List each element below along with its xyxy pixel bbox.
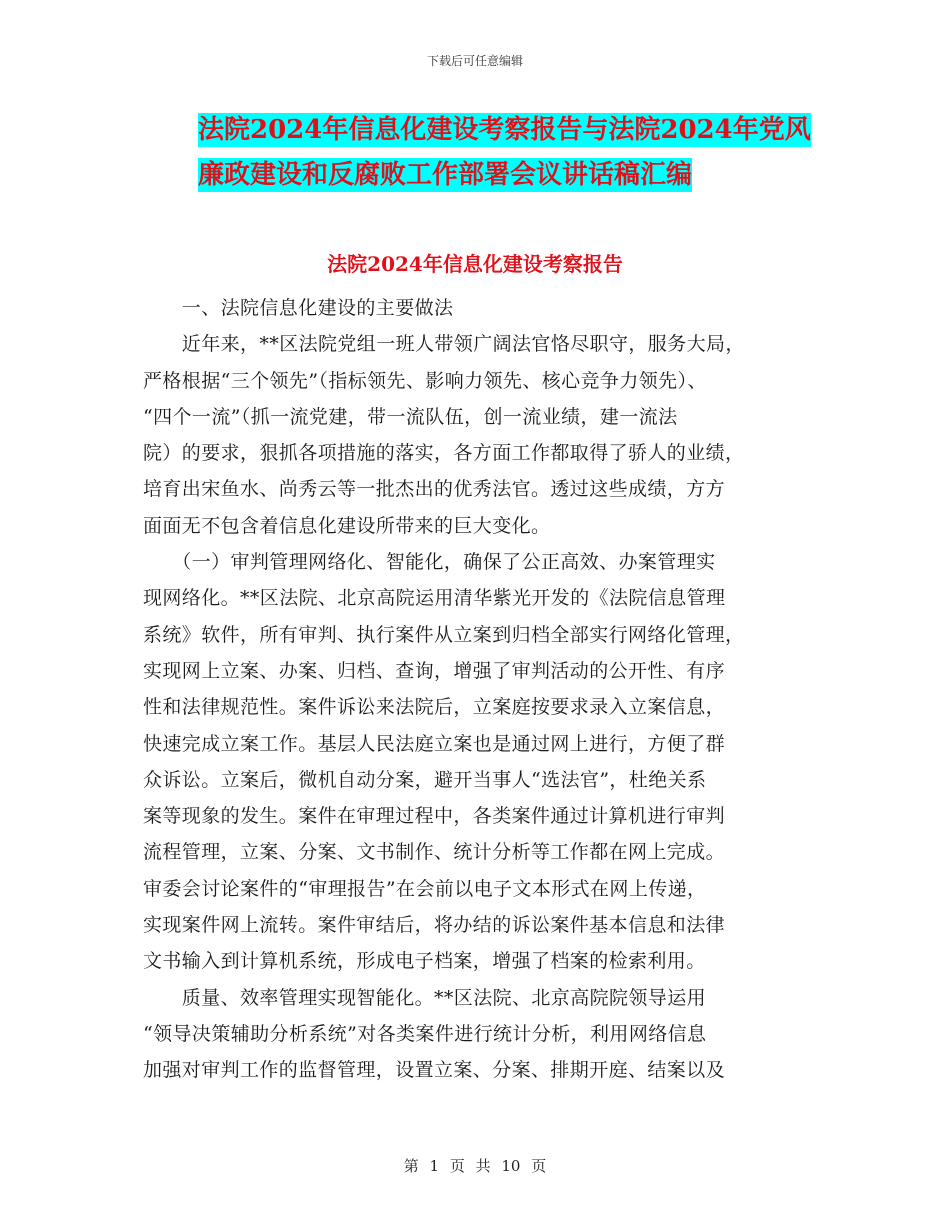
body-line: 面面无不包含着信息化建设所带来的巨大变化。 (143, 514, 551, 537)
section-title: 法院2024年信息化建设考察报告 (327, 252, 623, 276)
body-line: 实现网上立案、办案、归档、查询，增强了审判活动的公开性、有序 (143, 659, 726, 682)
body-line: 近年来，**区法院党组一班人带领广阔法官恪尽职守，服务大局， (143, 333, 745, 356)
body-line: 审委会讨论案件的“审理报告”在会前以电子文本形式在网上传递， (143, 877, 707, 900)
body-line: 实现案件网上流转。案件审结后，将办结的诉讼案件基本信息和法律 (143, 914, 726, 937)
body-line: 质量、效率管理实现智能化。**区法院、北京高院院领导运用 (143, 986, 707, 1009)
page-footer: 第 1 页 共 10 页 (403, 1157, 547, 1175)
body-line: 系统》软件，所有审判、执行案件从立案到归档全部实行网络化管理， (143, 623, 745, 646)
body-line: 院）的要求，狠抓各项措施的落实，各方面工作都取得了骄人的业绩， (143, 442, 745, 465)
body-text (143, 290, 803, 1089)
body-line: 快速完成立案工作。基层人民法庭立案也是通过网上进行，方便了群 (143, 732, 726, 755)
page-header-note: 下载后可任意编辑 (426, 54, 523, 68)
body-line: 严格根据“三个领先”（指标领先、影响力领先、核心竞争力领先）、 (143, 369, 707, 392)
body-line: 流程管理，立案、分案、文书制作、统计分析等工作都在网上完成。 (143, 841, 726, 864)
body-line: 众诉讼。立案后，微机自动分案，避开当事人“选法官”，杜绝关系 (143, 768, 707, 791)
body-line: 文书输入到计算机系统，形成电子档案，增强了档案的检索利用。 (143, 950, 706, 973)
body-line: （一）审判管理网络化、智能化，确保了公正高效、办案管理实 (143, 551, 716, 574)
body-line: 一、法院信息化建设的主要做法 (143, 297, 454, 319)
body-line: “领导决策辅助分析系统”对各类案件进行统计分析，利用网络信息 (143, 1022, 707, 1045)
body-line: 加强对审判工作的监督管理，设置立案、分案、排期开庭、结案以及 (143, 1059, 726, 1082)
title-line-2: 廉政建设和反腐败工作部署会议讲话稿汇编 (198, 160, 693, 190)
body-line: 性和法律规范性。案件诉讼来法院后，立案庭按要求录入立案信息， (143, 696, 726, 719)
body-line: “四个一流”（抓一流党建，带一流队伍，创一流业绩，建一流法 (143, 405, 678, 428)
body-line: 案等现象的发生。案件在审理过程中，各类案件通过计算机进行审判 (143, 805, 726, 828)
document-title (150, 108, 850, 198)
body-line: 培育出宋鱼水、尚秀云等一批杰出的优秀法官。透过这些成绩，方方 (143, 478, 726, 501)
title-line-1: 法院2024年信息化建设考察报告与法院2024年党风 (198, 115, 811, 145)
body-line: 现网络化。**区法院、北京高院运用清华紫光开发的《法院信息管理 (143, 587, 726, 610)
